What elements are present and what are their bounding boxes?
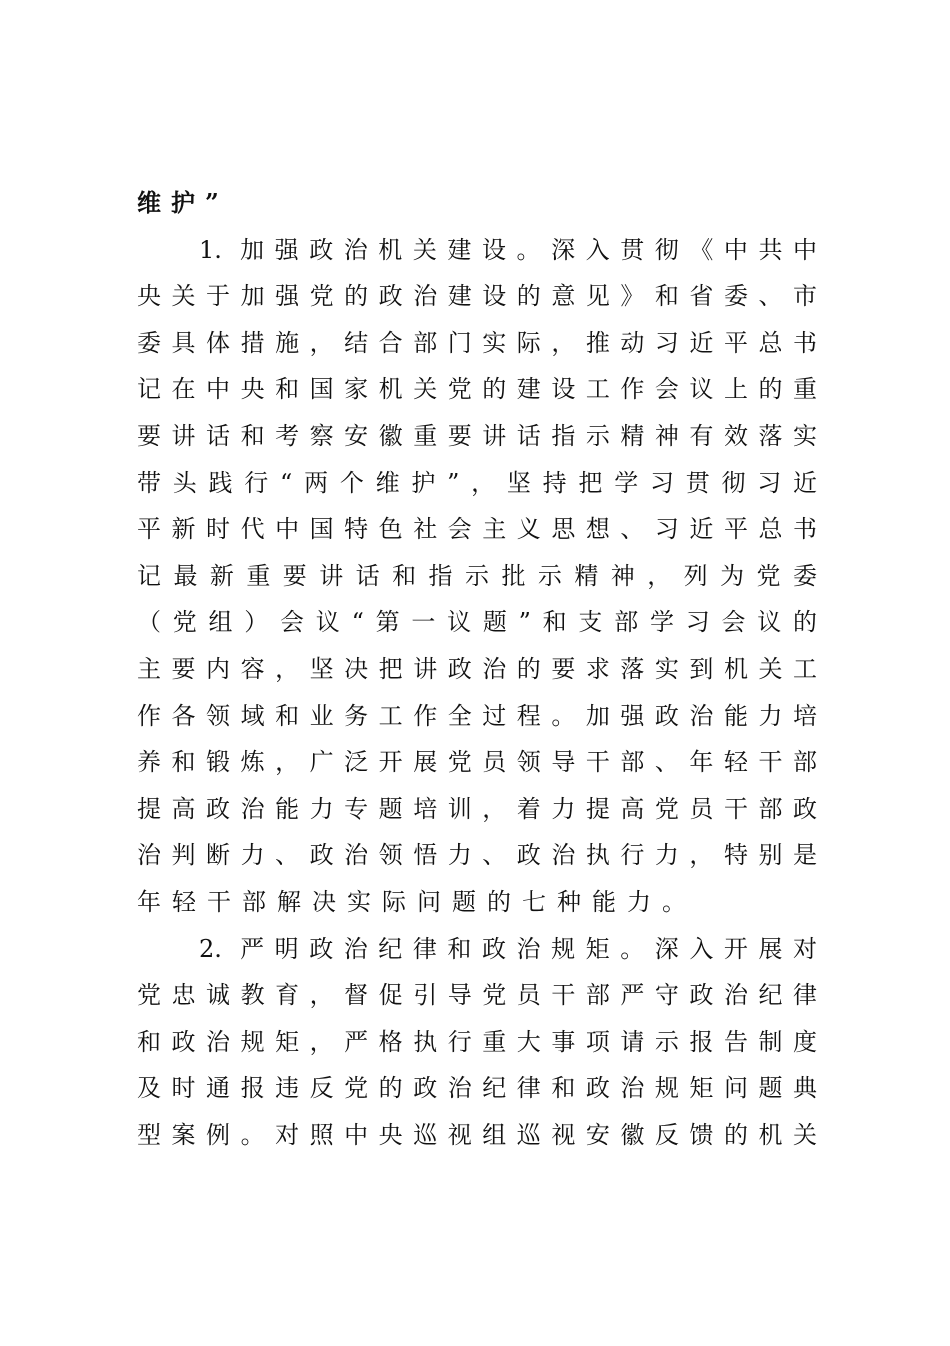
paragraph-line: 1. 加强政治机关建设。深入贯彻《中共中	[199, 235, 817, 264]
paragraph-line: 要讲话和考察安徽重要讲话指示精神有效落实	[137, 421, 817, 450]
heading-tail: 维护”	[137, 188, 229, 217]
paragraph-line: 党忠诚教育，督促引导党员干部严守政治纪律	[137, 981, 817, 1010]
paragraph-line: 委具体措施，结合部门实际，推动习近平总书	[137, 328, 817, 357]
paragraph-line: 记在中央和国家机关党的建设工作会议上的重	[137, 375, 817, 404]
paragraph-line: 和政治规矩，严格执行重大事项请示报告制度	[137, 1027, 817, 1056]
paragraph-line: 带头践行“两个维护”，坚持把学习贯彻习近	[137, 468, 817, 497]
document-body	[137, 180, 817, 1158]
paragraph-line: 治判断力、政治领悟力、政治执行力，特别是	[137, 841, 817, 870]
paragraph-line: 主要内容，坚决把讲政治的要求落实到机关工	[137, 654, 817, 683]
paragraph-1	[137, 227, 817, 926]
paragraph-line: 2. 严明政治纪律和政治规矩。深入开展对	[199, 934, 817, 963]
paragraph-line: 型案例。对照中央巡视组巡视安徽反馈的机关	[137, 1120, 817, 1149]
paragraph-line: 及时通报违反党的政治纪律和政治规矩问题典	[137, 1074, 817, 1103]
paragraph-line: 记最新重要讲话和指示批示精神，列为党委	[137, 561, 817, 590]
paragraph-line: 央关于加强党的政治建设的意见》和省委、市	[137, 282, 817, 311]
paragraph-line: 平新时代中国特色社会主义思想、习近平总书	[137, 515, 817, 544]
paragraph-line: 作各领域和业务工作全过程。加强政治能力培	[137, 701, 817, 730]
paragraph-line: 养和锻炼，广泛开展党员领导干部、年轻干部	[137, 748, 817, 777]
paragraph-line: 提高政治能力专题培训，着力提高党员干部政	[137, 794, 817, 823]
paragraph-line: （党组）会议“第一议题”和支部学习会议的	[137, 608, 817, 637]
paragraph-line: 年轻干部解决实际问题的七种能力。	[137, 887, 697, 916]
paragraph-2	[137, 926, 817, 1159]
